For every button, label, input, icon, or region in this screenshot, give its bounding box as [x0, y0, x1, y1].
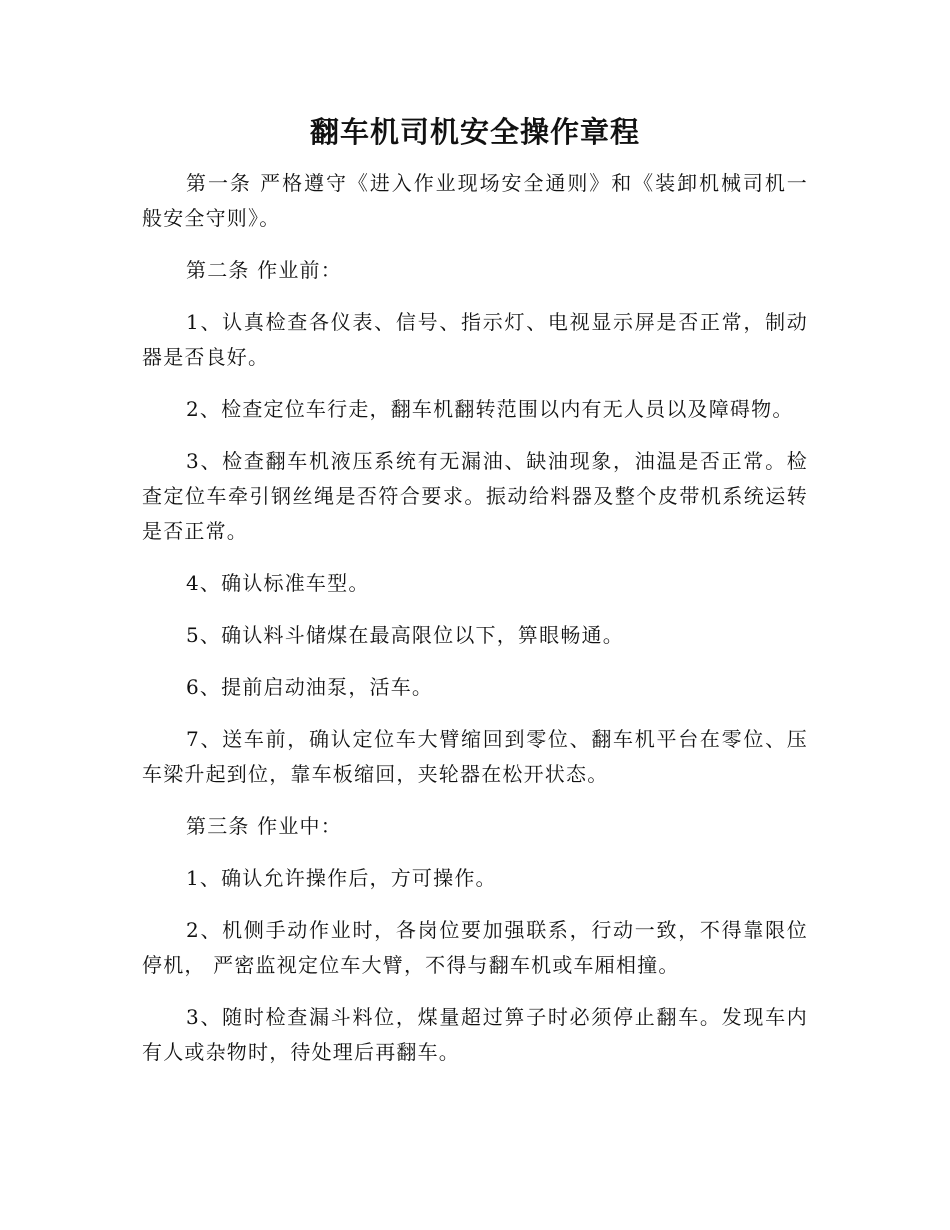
article-2-item-5: 5、确认料斗储煤在最高限位以下，箅眼畅通。 — [186, 623, 624, 647]
article-2-heading: 第二条 作业前： — [186, 258, 342, 282]
article-1-paragraph: 第一条 严格遵守《进入作业现场安全通则》和《装卸机械司机一般安全守则》。 — [142, 171, 808, 230]
article-2-item-3: 3、检查翻车机液压系统有无漏油、缺油现象，油温是否正常。检查定位车牵引钢丝绳是否符合要求。振动给料器及整个皮带机系统运转是否正常。 — [142, 449, 808, 543]
article-2-item-1: 1、认真检查各仪表、信号、指示灯、电视显示屏是否正常，制动器是否良好。 — [142, 310, 808, 369]
article-3-item-1: 1、确认允许操作后，方可操作。 — [186, 866, 497, 890]
article-3-item-3: 3、随时检查漏斗料位，煤量超过箅子时必须停止翻车。发现车内有人或杂物时，待处理后再翻车。 — [142, 1005, 808, 1064]
document-title: 翻车机司机安全操作章程 — [309, 115, 640, 149]
article-3-heading: 第三条 作业中： — [186, 814, 342, 838]
article-2-item-4: 4、确认标准车型。 — [186, 571, 370, 595]
article-2-item-6: 6、提前启动油泵，活车。 — [186, 675, 434, 699]
article-2-item-7: 7、送车前，确认定位车大臂缩回到零位、翻车机平台在零位、压车梁升起到位，靠车板缩回，夹轮器在松开状态。 — [142, 727, 808, 786]
article-2-item-2: 2、检查定位车行走，翻车机翻转范围以内有无人员以及障碍物。 — [186, 397, 794, 421]
document-body — [142, 166, 808, 1087]
article-3-item-2: 2、机侧手动作业时，各岗位要加强联系，行动一致，不得靠限位停机， 严密监视定位车大臂，不得与翻车机或车厢相撞。 — [142, 918, 808, 977]
